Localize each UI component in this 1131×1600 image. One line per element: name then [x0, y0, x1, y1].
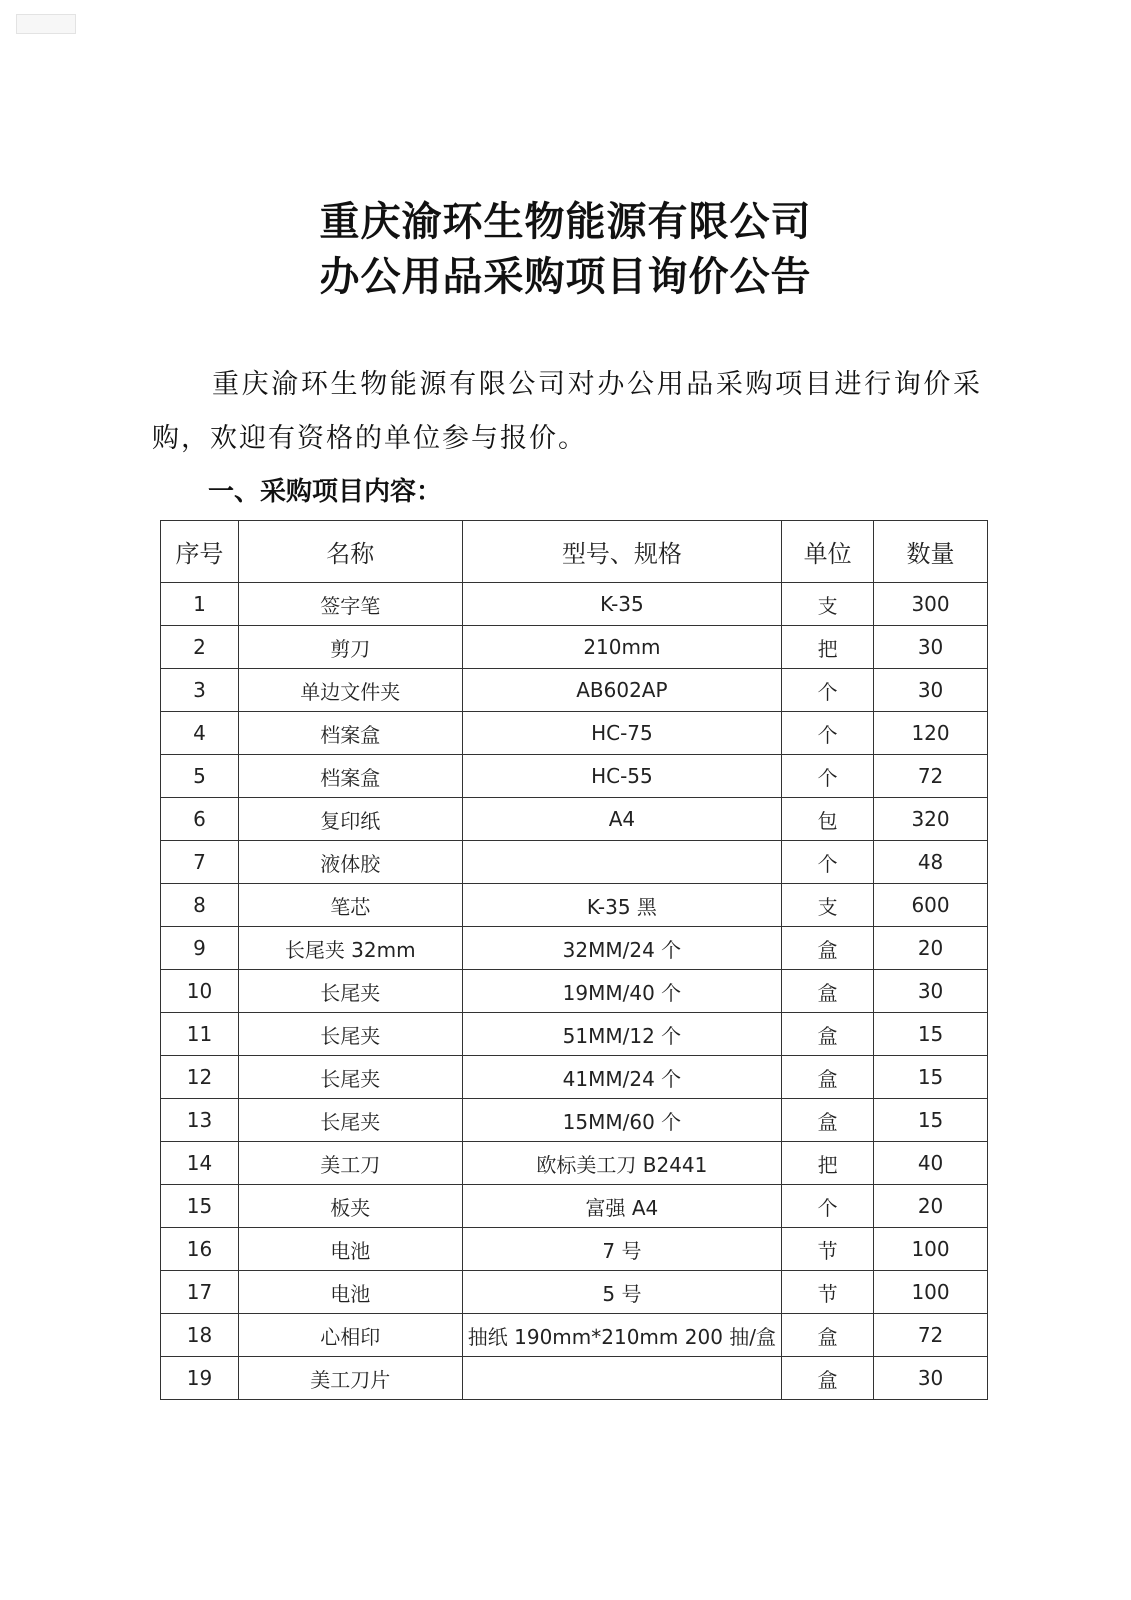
cell-name: 心相印 — [238, 1314, 462, 1357]
cell-unit: 个 — [782, 755, 874, 798]
cell-unit: 把 — [782, 1142, 874, 1185]
cell-unit: 盒 — [782, 1314, 874, 1357]
cell-unit: 盒 — [782, 927, 874, 970]
cell-name: 长尾夹 32mm — [238, 927, 462, 970]
cell-name: 美工刀片 — [238, 1357, 462, 1400]
cell-qty: 30 — [874, 1357, 988, 1400]
table-row — [161, 712, 988, 755]
cell-spec: 欧标美工刀 B2441 — [462, 1142, 782, 1185]
cell-no: 11 — [161, 1013, 239, 1056]
cell-no: 14 — [161, 1142, 239, 1185]
cell-unit: 节 — [782, 1271, 874, 1314]
cell-unit: 个 — [782, 1185, 874, 1228]
table-row — [161, 1314, 988, 1357]
cell-unit: 支 — [782, 884, 874, 927]
cell-no: 13 — [161, 1099, 239, 1142]
table-row — [161, 1185, 988, 1228]
cell-qty: 20 — [874, 1185, 988, 1228]
cell-unit: 个 — [782, 841, 874, 884]
cell-unit: 盒 — [782, 1357, 874, 1400]
cell-spec: 210mm — [462, 626, 782, 669]
header-name: 名称 — [238, 521, 462, 583]
cell-qty: 30 — [874, 669, 988, 712]
cell-unit: 个 — [782, 669, 874, 712]
cell-qty: 20 — [874, 927, 988, 970]
cell-no: 16 — [161, 1228, 239, 1271]
cell-spec: 抽纸 190mm*210mm 200 抽/盒 — [462, 1314, 782, 1357]
scan-watermark — [16, 14, 76, 34]
cell-name: 剪刀 — [238, 626, 462, 669]
header-no: 序号 — [161, 521, 239, 583]
table-row — [161, 927, 988, 970]
cell-name: 复印纸 — [238, 798, 462, 841]
cell-no: 10 — [161, 970, 239, 1013]
cell-no: 2 — [161, 626, 239, 669]
cell-qty: 48 — [874, 841, 988, 884]
header-qty: 数量 — [874, 521, 988, 583]
cell-qty: 600 — [874, 884, 988, 927]
table-row — [161, 1056, 988, 1099]
cell-spec: 41MM/24 个 — [462, 1056, 782, 1099]
header-unit: 单位 — [782, 521, 874, 583]
cell-unit: 盒 — [782, 970, 874, 1013]
table-row — [161, 1228, 988, 1271]
cell-spec: A4 — [462, 798, 782, 841]
document-title-line-1: 重庆渝环生物能源有限公司 — [319, 198, 812, 245]
cell-qty: 30 — [874, 970, 988, 1013]
cell-qty: 15 — [874, 1013, 988, 1056]
cell-name: 笔芯 — [238, 884, 462, 927]
cell-spec: 富强 A4 — [462, 1185, 782, 1228]
cell-unit: 盒 — [782, 1099, 874, 1142]
cell-no: 17 — [161, 1271, 239, 1314]
cell-spec: AB602AP — [462, 669, 782, 712]
cell-name: 长尾夹 — [238, 1099, 462, 1142]
cell-no: 18 — [161, 1314, 239, 1357]
cell-spec: K-35 黑 — [462, 884, 782, 927]
table-row — [161, 1271, 988, 1314]
table-row — [161, 841, 988, 884]
table-header-row — [161, 521, 988, 583]
cell-no: 9 — [161, 927, 239, 970]
table-row — [161, 669, 988, 712]
table-row — [161, 970, 988, 1013]
cell-name: 长尾夹 — [238, 970, 462, 1013]
cell-name: 长尾夹 — [238, 1013, 462, 1056]
cell-unit: 支 — [782, 583, 874, 626]
cell-qty: 300 — [874, 583, 988, 626]
cell-spec: 5 号 — [462, 1271, 782, 1314]
cell-no: 4 — [161, 712, 239, 755]
cell-spec: 7 号 — [462, 1228, 782, 1271]
cell-unit: 个 — [782, 712, 874, 755]
cell-spec: 15MM/60 个 — [462, 1099, 782, 1142]
cell-spec: 32MM/24 个 — [462, 927, 782, 970]
cell-spec: K-35 — [462, 583, 782, 626]
section-heading: 一、采购项目内容： — [208, 477, 443, 507]
cell-spec: HC-75 — [462, 712, 782, 755]
table-row — [161, 626, 988, 669]
cell-name: 签字笔 — [238, 583, 462, 626]
cell-qty: 120 — [874, 712, 988, 755]
table-row — [161, 1357, 988, 1400]
cell-name: 档案盒 — [238, 712, 462, 755]
cell-name: 美工刀 — [238, 1142, 462, 1185]
cell-no: 19 — [161, 1357, 239, 1400]
header-spec: 型号、规格 — [462, 521, 782, 583]
procurement-items-table — [160, 520, 988, 1400]
cell-name: 长尾夹 — [238, 1056, 462, 1099]
cell-no: 12 — [161, 1056, 239, 1099]
table-row — [161, 798, 988, 841]
cell-spec: 19MM/40 个 — [462, 970, 782, 1013]
cell-unit: 节 — [782, 1228, 874, 1271]
cell-no: 6 — [161, 798, 239, 841]
cell-name: 液体胶 — [238, 841, 462, 884]
cell-qty: 100 — [874, 1271, 988, 1314]
cell-qty: 30 — [874, 626, 988, 669]
intro-paragraph: 重庆渝环生物能源有限公司对办公用品采购项目进行询价采购，欢迎有资格的单位参与报价。 — [152, 369, 982, 454]
cell-name: 电池 — [238, 1228, 462, 1271]
table-body — [161, 583, 988, 1400]
cell-name: 板夹 — [238, 1185, 462, 1228]
cell-no: 5 — [161, 755, 239, 798]
document-title-line-2: 办公用品采购项目询价公告 — [319, 253, 812, 300]
cell-name: 档案盒 — [238, 755, 462, 798]
cell-qty: 15 — [874, 1056, 988, 1099]
cell-spec — [462, 841, 782, 884]
cell-unit: 盒 — [782, 1056, 874, 1099]
cell-no: 3 — [161, 669, 239, 712]
table-row — [161, 1013, 988, 1056]
cell-unit: 包 — [782, 798, 874, 841]
cell-qty: 72 — [874, 1314, 988, 1357]
table-row — [161, 884, 988, 927]
cell-qty: 15 — [874, 1099, 988, 1142]
cell-qty: 40 — [874, 1142, 988, 1185]
table-row — [161, 1142, 988, 1185]
cell-name: 单边文件夹 — [238, 669, 462, 712]
cell-unit: 盒 — [782, 1013, 874, 1056]
cell-no: 7 — [161, 841, 239, 884]
cell-spec: 51MM/12 个 — [462, 1013, 782, 1056]
cell-no: 1 — [161, 583, 239, 626]
table-row — [161, 1099, 988, 1142]
cell-qty: 320 — [874, 798, 988, 841]
cell-no: 8 — [161, 884, 239, 927]
table-row — [161, 583, 988, 626]
cell-spec: HC-55 — [462, 755, 782, 798]
cell-qty: 72 — [874, 755, 988, 798]
cell-qty: 100 — [874, 1228, 988, 1271]
cell-no: 15 — [161, 1185, 239, 1228]
cell-spec — [462, 1357, 782, 1400]
table-row — [161, 755, 988, 798]
cell-name: 电池 — [238, 1271, 462, 1314]
cell-unit: 把 — [782, 626, 874, 669]
